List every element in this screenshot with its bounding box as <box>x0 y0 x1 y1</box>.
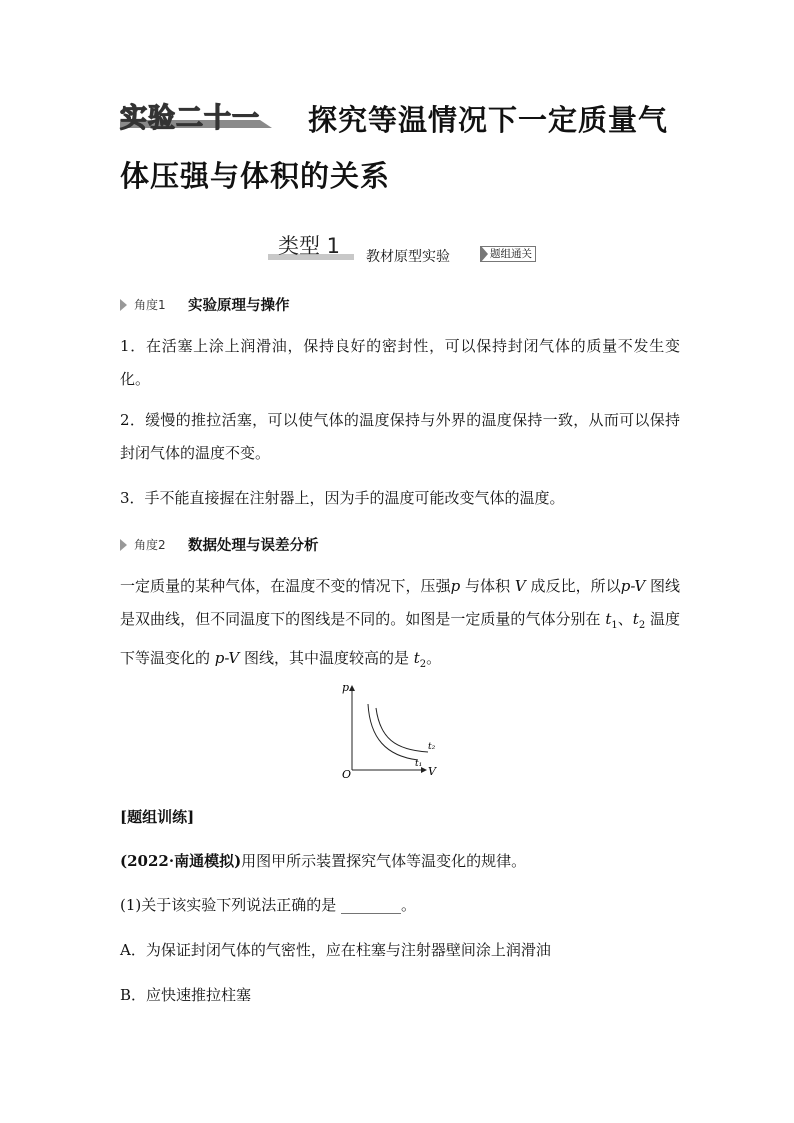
page-title-line2: 体压强与体积的关系 <box>120 159 391 193</box>
analysis-paragraph: 一定质量的某种气体，在温度不变的情况下，压强p 与体积 V 成反比，所以p-V 图线是双曲线，但不同温度下的图线是不同的。如图是一定质量的气体分别在 $t_1$、$t_2$ 温度下等温变化的 p-V 图线，其中温度较高的是 $t_2$。 <box>120 577 680 670</box>
training-stem <box>120 850 526 871</box>
y-axis-label: p <box>342 681 350 694</box>
type-subtitle: 教材原型实验 <box>366 249 450 265</box>
option-a: A．为保证封闭气体的气密性，应在柱塞与注射器壁间涂上润滑油 <box>120 941 551 959</box>
point-1: 1．在活塞上涂上润滑油，保持良好的密封性，可以保持封闭气体的质量不发生变化。 <box>120 337 680 388</box>
triangle-icon <box>120 539 127 551</box>
option-b: B．应快速推拉柱塞 <box>120 986 252 1004</box>
source-label: (2022·南通模拟) <box>120 852 242 870</box>
question-1: (1)关于该实验下列说法正确的是 ________。 <box>120 896 417 914</box>
origin-label: O <box>342 768 352 781</box>
type-tag: 题组通关 <box>480 246 536 262</box>
angle1-text: 实验原理与操作 <box>188 298 290 314</box>
x-axis-label: V <box>428 765 436 778</box>
stem-text: 用图甲所示装置探究气体等温变化的规律。 <box>241 852 527 870</box>
training-heading: [题组训练] <box>120 808 195 826</box>
angle1-heading <box>120 296 420 316</box>
triangle-icon <box>120 299 127 311</box>
angle1-label: 角度1 <box>134 298 166 312</box>
curve-t2-label: t₂ <box>428 742 436 752</box>
page-title-line1: 探究等温情况下一定质量气 <box>308 103 669 137</box>
type-label: 类型 1 <box>278 234 341 258</box>
angle2-label: 角度2 <box>134 538 166 552</box>
angle2-text: 数据处理与误差分析 <box>188 538 319 554</box>
curve-t1-label: t₁ <box>415 759 423 769</box>
badge-text: 实验二十一 <box>120 103 260 134</box>
point-3: 3．手不能直接握在注射器上，因为手的温度可能改变气体的温度。 <box>120 489 565 507</box>
type-heading <box>268 232 354 260</box>
point-2: 2．缓慢的推拉活塞，可以使气体的温度保持与外界的温度保持一致，从而可以保持封闭气体的温度不变。 <box>120 411 680 462</box>
pv-graph <box>330 678 470 786</box>
curve-t1 <box>368 704 418 760</box>
angle2-heading <box>120 536 420 556</box>
experiment-badge <box>120 100 272 134</box>
